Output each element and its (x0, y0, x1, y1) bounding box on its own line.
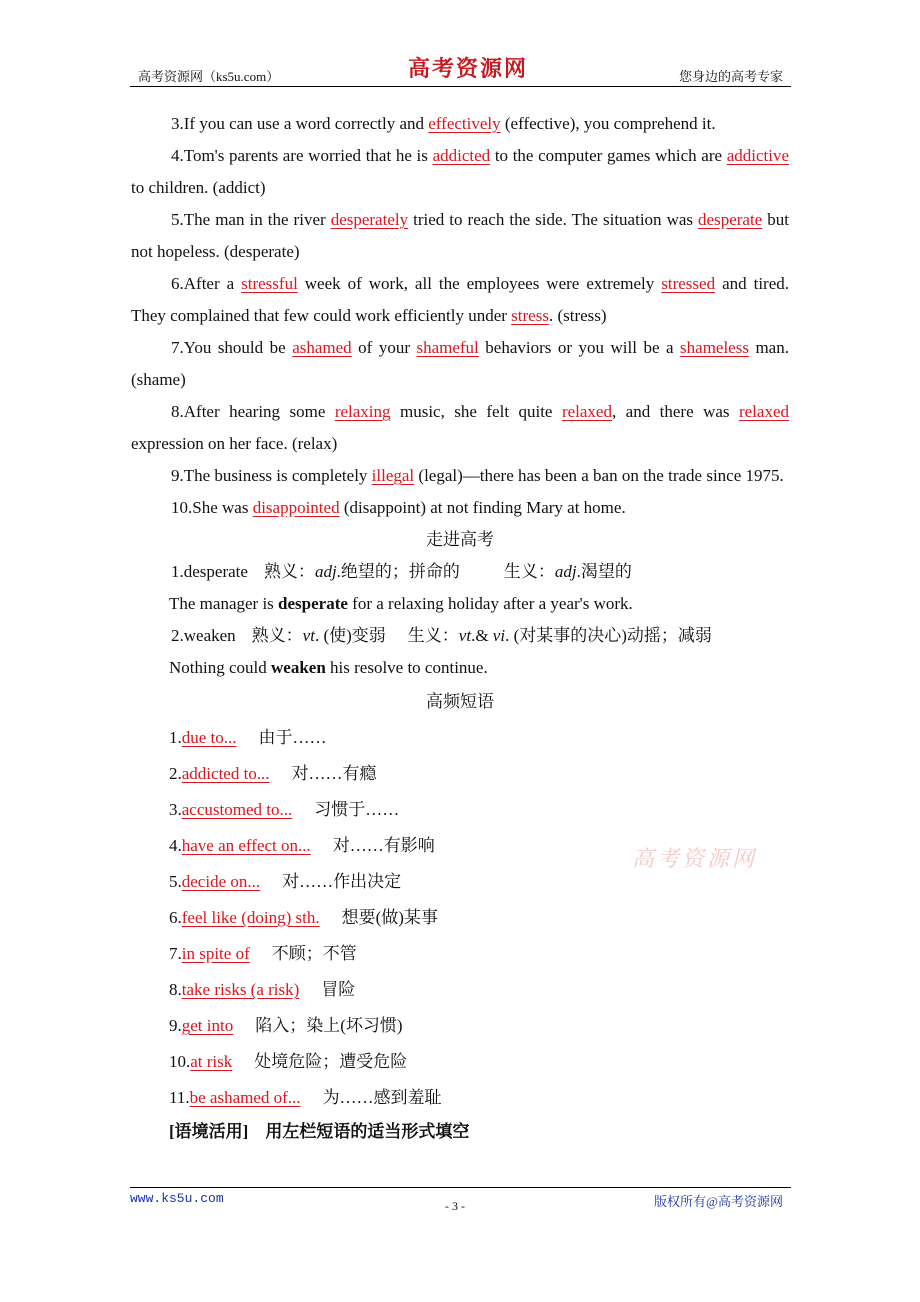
phrase-item (131, 1008, 789, 1044)
exercise-text: The man in the river (183, 210, 331, 229)
document-body (131, 108, 789, 1148)
phrase-answer: due to... (181, 728, 237, 747)
phrase-item (131, 720, 789, 756)
phrase-answer: be ashamed of... (189, 1088, 301, 1107)
phrase-meaning: 陷入；染上(坏习惯) (255, 1016, 403, 1035)
page-header (130, 52, 791, 87)
phrase-answer: get into (181, 1016, 234, 1035)
answer-blank: relaxing (334, 402, 391, 421)
exercise-text: (disappoint) at not finding Mary at home. (339, 498, 626, 517)
phrase-item (131, 792, 789, 828)
answer-blank: stressed (661, 274, 716, 293)
answer-blank: relaxed (738, 402, 789, 421)
vocab-item: 2.weaken 熟义：vt. (使)变弱 生义：vt.& vi. (对某事的决心)动摇；减弱 (171, 626, 712, 645)
phrase-number: 5. (169, 872, 182, 891)
phrase-number: 9. (169, 1016, 182, 1035)
exercise-text: but not hopeless. (desperate) (131, 210, 789, 261)
header-logo: 高考资源网 (408, 56, 529, 81)
phrase-answer: feel like (doing) sth. (181, 908, 320, 927)
exercise-item (131, 204, 789, 268)
exercise-text: , and there was (611, 402, 739, 421)
exercise-text: . (stress) (548, 306, 607, 325)
exercise-number: 9. (171, 466, 184, 485)
answer-blank: shameless (680, 338, 749, 357)
answer-blank: disappointed (252, 498, 340, 517)
phrase-answer: accustomed to... (181, 800, 293, 819)
page-number: - 3 - (445, 1199, 465, 1213)
page-footer (130, 1187, 791, 1218)
phrase-answer: have an effect on... (181, 836, 311, 855)
phrase-number: 8. (169, 980, 182, 999)
exercise-text: (effective), you comprehend it. (500, 114, 716, 133)
fill-in-instruction: [语境活用] 用左栏短语的适当形式填空 (169, 1122, 470, 1141)
exercise-text: week of work, all the employees were extremely (297, 274, 662, 293)
answer-blank: stressful (241, 274, 298, 293)
phrase-meaning: 对……有影响 (332, 836, 435, 855)
phrase-answer: in spite of (181, 944, 250, 963)
vocab-item: 1.desperate 熟义：adj.绝望的；拼命的 生义：adj.渴望的 (171, 562, 632, 581)
phrase-meaning: 对……作出决定 (282, 872, 402, 891)
section-title-phrases: 高频短语 (426, 692, 494, 711)
phrase-answer: at risk (190, 1052, 233, 1071)
exercise-item (131, 268, 789, 332)
exercise-number: 7. (171, 338, 184, 357)
phrase-item (131, 1080, 789, 1116)
phrase-meaning: 想要(做)某事 (341, 908, 438, 927)
exercise-text: to children. (addict) (131, 178, 266, 197)
phrase-answer: take risks (a risk) (181, 980, 300, 999)
phrase-answer: addicted to... (181, 764, 270, 783)
header-slogan: 您身边的高考专家 (678, 69, 783, 84)
phrase-item (131, 972, 789, 1008)
phrase-number: 1. (169, 728, 182, 747)
watermark: 高考资源网 (632, 846, 758, 871)
phrase-item (131, 936, 789, 972)
exercise-text: If you can use a word correctly and (183, 114, 429, 133)
answer-blank: stress (511, 306, 549, 325)
phrase-number: 2. (169, 764, 182, 783)
answer-blank: ashamed (292, 338, 352, 357)
answer-blank: effectively (428, 114, 501, 133)
phrase-number: 6. (169, 908, 182, 927)
exercise-item (131, 332, 789, 396)
exercise-text: After a (183, 274, 242, 293)
phrase-meaning: 习惯于…… (314, 800, 400, 819)
answer-blank: desperately (330, 210, 409, 229)
answer-blank: addictive (726, 146, 790, 165)
exercise-text: You should be (183, 338, 293, 357)
exercise-item (131, 140, 789, 204)
answer-blank: desperate (698, 210, 763, 229)
phrase-item (131, 756, 789, 792)
phrase-meaning: 不顾；不管 (271, 944, 357, 963)
exercise-text: of your (351, 338, 417, 357)
exercise-text: (legal)—there has been a ban on the trade since 1975. (414, 466, 784, 485)
exercise-number: 5. (171, 210, 184, 229)
answer-blank: shameful (416, 338, 479, 357)
header-site: 高考资源网（ks5u.com） (138, 69, 280, 84)
phrase-number: 10. (169, 1052, 191, 1071)
exercise-item (131, 460, 789, 492)
exercise-item (131, 396, 789, 460)
exercise-text: and tired. They complained that few could work efficiently under (131, 274, 789, 325)
phrase-meaning: 处境危险；遭受危险 (254, 1052, 408, 1071)
phrase-meaning: 由于…… (258, 728, 327, 747)
phrase-answer: decide on... (181, 872, 261, 891)
exercise-text: The business is completely (183, 466, 372, 485)
phrase-number: 4. (169, 836, 182, 855)
answer-blank: relaxed (561, 402, 612, 421)
exercise-text: She was (192, 498, 253, 517)
exercise-item (131, 492, 789, 524)
exercise-number: 4. (171, 146, 184, 165)
phrase-meaning: 冒险 (321, 980, 356, 999)
phrase-number: 3. (169, 800, 182, 819)
phrase-meaning: 对……有瘾 (291, 764, 377, 783)
phrase-meaning: 为……感到羞耻 (322, 1088, 442, 1107)
exercise-text: behaviors or you will be a (478, 338, 681, 357)
section-title-exam: 走进高考 (426, 530, 494, 549)
footer-url[interactable]: www.ks5u.com (130, 1191, 224, 1206)
answer-blank: addicted (432, 146, 491, 165)
footer-copyright: 版权所有@高考资源网 (654, 1194, 783, 1209)
exercise-text: music, she felt quite (390, 402, 562, 421)
phrase-number: 11. (169, 1088, 190, 1107)
exercise-number: 8. (171, 402, 184, 421)
exercise-text: expression on her face. (relax) (131, 434, 338, 453)
exercise-number: 3. (171, 114, 184, 133)
exercise-item (131, 108, 789, 140)
exercise-number: 6. (171, 274, 184, 293)
vocab-example: The manager is desperate for a relaxing holiday after a year's work. (169, 594, 633, 613)
exercise-text: After hearing some (183, 402, 335, 421)
exercise-list (131, 108, 789, 524)
phrase-list (131, 720, 789, 1116)
answer-blank: illegal (371, 466, 415, 485)
exercise-text: man. (shame) (131, 338, 789, 389)
exercise-text: tried to reach the side. The situation was (408, 210, 699, 229)
phrase-number: 7. (169, 944, 182, 963)
exercise-number: 10. (171, 498, 193, 517)
phrase-item (131, 1044, 789, 1080)
exercise-text: Tom's parents are worried that he is (183, 146, 433, 165)
vocab-example: Nothing could weaken his resolve to continue. (169, 658, 488, 677)
exercise-text: to the computer games which are (490, 146, 727, 165)
phrase-item (131, 900, 789, 936)
